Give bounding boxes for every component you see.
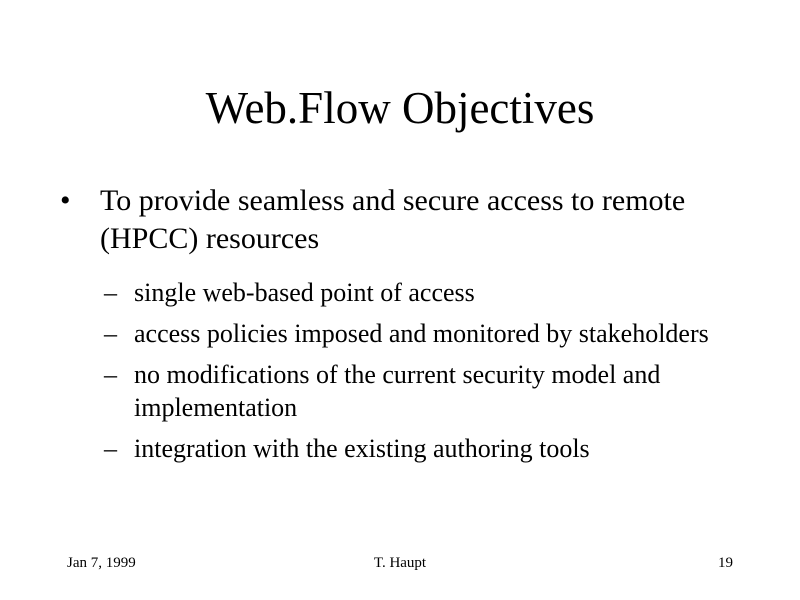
footer-page-number: 19 xyxy=(718,555,733,571)
sub-bullet-text: access policies imposed and monitored by stakeholders xyxy=(134,319,709,348)
sub-bullet-item xyxy=(104,432,764,465)
bullet-marker: • xyxy=(60,184,71,217)
sub-bullet-text: integration with the existing authoring tools xyxy=(134,434,590,463)
dash-marker: – xyxy=(104,434,117,463)
main-bullet xyxy=(60,182,740,258)
bullet-text: To provide seamless and secure access to remote (HPCC) resources xyxy=(100,184,686,255)
footer-date: Jan 7, 1999 xyxy=(67,555,136,571)
dash-marker: – xyxy=(104,278,117,307)
sub-bullet-text: single web-based point of access xyxy=(134,278,475,307)
sub-bullet-text: no modifications of the current security model and implementation xyxy=(134,360,661,422)
sub-bullet-item xyxy=(104,276,764,309)
dash-marker: – xyxy=(104,319,117,348)
footer-author: T. Haupt xyxy=(373,555,427,571)
sub-bullet-list xyxy=(104,276,764,473)
sub-bullet-item xyxy=(104,358,764,424)
sub-bullet-item xyxy=(104,317,764,350)
slide-title: Web.Flow Objectives xyxy=(205,83,595,133)
dash-marker: – xyxy=(104,360,117,389)
